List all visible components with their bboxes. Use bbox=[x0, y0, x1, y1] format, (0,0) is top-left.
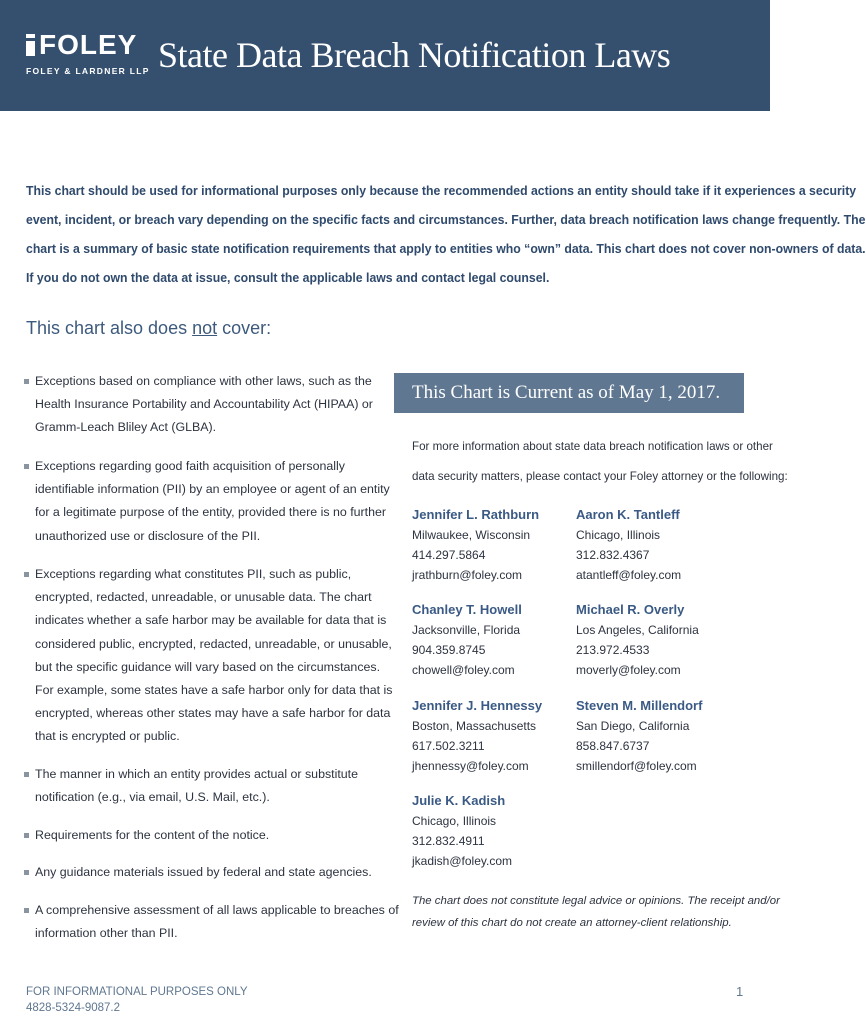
contact-phone: 414.297.5864 bbox=[412, 548, 486, 562]
list-item-line: but the specific guidance will vary based on the circumstances. bbox=[35, 659, 381, 674]
contact-city: San Diego, California bbox=[576, 719, 690, 733]
disclaimer-line: The chart does not constitute legal advice or opinions. The receipt and/or bbox=[412, 895, 780, 907]
bullet-square-icon bbox=[24, 379, 29, 384]
list-item-line: identifiable information (PII) by an employee or agent of an entity bbox=[35, 482, 390, 497]
footer-informational: FOR INFORMATIONAL PURPOSES ONLY bbox=[26, 986, 248, 998]
contact-card bbox=[412, 696, 542, 776]
contact-phone: 312.832.4911 bbox=[412, 834, 485, 848]
bullet-square-icon bbox=[24, 572, 29, 577]
contact-email[interactable]: atantleff@foley.com bbox=[576, 568, 682, 582]
contact-card bbox=[576, 600, 699, 680]
contact-phone: 617.502.3211 bbox=[412, 739, 485, 753]
contact-name: Aaron K. Tantleff bbox=[576, 507, 680, 522]
contact-email[interactable]: smillendorf@foley.com bbox=[576, 759, 697, 773]
current-as-of-banner: This Chart is Current as of May 1, 2017. bbox=[394, 373, 744, 413]
intro-paragraph bbox=[26, 176, 866, 292]
legal-disclaimer bbox=[412, 890, 780, 934]
list-item-line: that is encrypted or public. bbox=[35, 729, 180, 744]
logo-word: FOLEY bbox=[39, 29, 138, 60]
logo-mark-icon bbox=[26, 34, 35, 56]
bullet-square-icon bbox=[24, 464, 29, 469]
list-item-line: Gramm-Leach Bliley Act (GLBA). bbox=[35, 420, 217, 435]
list-item-line: Exceptions regarding what constitutes PII, such as public, bbox=[35, 567, 352, 581]
list-item-line: for a legitimate purpose of the entity, provided there is no further bbox=[35, 505, 387, 520]
list-item bbox=[22, 455, 390, 548]
page-number: 1 bbox=[736, 984, 744, 999]
bullet-square-icon bbox=[24, 870, 29, 875]
bullet-square-icon bbox=[24, 772, 29, 777]
bullet-square-icon bbox=[24, 908, 29, 913]
contact-name: Michael R. Overly bbox=[576, 602, 685, 617]
list-item-line: encrypted, redacted, unreadable, or unusable data. The chart bbox=[35, 590, 372, 605]
contact-intro-line: For more information about state data breach notification laws or other bbox=[412, 440, 773, 453]
also-suffix: cover: bbox=[217, 318, 272, 338]
list-item-line: The manner in which an entity provides actual or substitute bbox=[35, 767, 359, 781]
list-item bbox=[22, 899, 399, 945]
contact-card bbox=[576, 505, 681, 585]
list-item-line: notification (e.g., via email, U.S. Mail, etc.). bbox=[35, 790, 270, 805]
contact-name: Chanley T. Howell bbox=[412, 602, 522, 617]
contact-city: Boston, Massachusetts bbox=[412, 719, 537, 733]
list-item-line: unauthorized use or disclosure of the PII. bbox=[35, 528, 261, 543]
contact-phone: 904.359.8745 bbox=[412, 643, 486, 657]
disclaimer-line: review of this chart do not create an attorney-client relationship. bbox=[412, 917, 732, 929]
list-item-line: considered public, encrypted, redacted, unreadable, or unusable, bbox=[35, 636, 392, 651]
foley-logo bbox=[26, 30, 150, 76]
list-item-line: Any guidance materials issued by federal and state agencies. bbox=[35, 865, 372, 879]
list-item bbox=[22, 763, 358, 809]
contact-intro-line: data security matters, please contact your Foley attorney or the following: bbox=[412, 470, 788, 483]
list-item-line: indicates whether a safe harbor may be available for data that is bbox=[35, 613, 387, 628]
list-item-line: For example, some states have a safe harbor only for data that is bbox=[35, 683, 393, 698]
list-item-line: information other than PII. bbox=[35, 926, 178, 941]
contact-email[interactable]: moverly@foley.com bbox=[576, 663, 681, 677]
contact-email[interactable]: jkadish@foley.com bbox=[412, 854, 512, 868]
intro-line: event, incident, or breach vary depending on the specific facts and circumstances. Further, data breach notification laws change frequently. The bbox=[26, 212, 866, 227]
list-item-line: Exceptions based on compliance with other laws, such as the bbox=[35, 374, 372, 388]
contact-city: Jacksonville, Florida bbox=[412, 623, 521, 637]
list-item bbox=[22, 824, 269, 847]
contact-city: Chicago, Illinois bbox=[576, 528, 661, 542]
also-underlined: not bbox=[192, 318, 218, 338]
contact-email[interactable]: chowell@foley.com bbox=[412, 663, 515, 677]
contact-card bbox=[576, 696, 702, 776]
list-item-line: A comprehensive assessment of all laws applicable to breaches of bbox=[35, 903, 399, 917]
intro-line: chart is a summary of basic state notification requirements that apply to entities who “own” data. This chart does not cover non-owners of data. bbox=[26, 241, 866, 256]
list-item-line: Health Insurance Portability and Accountability Act (HIPAA) or bbox=[35, 397, 373, 412]
contact-name: Julie K. Kadish bbox=[412, 793, 506, 808]
list-item-line: encrypted, whereas other states may have a safe harbor for data bbox=[35, 706, 391, 721]
list-item bbox=[22, 861, 372, 884]
page-header bbox=[0, 0, 770, 111]
contact-intro bbox=[412, 432, 788, 492]
contact-email[interactable]: jhennessy@foley.com bbox=[412, 759, 529, 773]
also-not-cover-heading bbox=[26, 318, 271, 339]
list-item-line: Requirements for the content of the notice. bbox=[35, 828, 270, 842]
contact-email[interactable]: jrathburn@foley.com bbox=[412, 568, 523, 582]
contact-card bbox=[412, 791, 512, 871]
contact-city: Los Angeles, California bbox=[576, 623, 699, 637]
contact-phone: 858.847.6737 bbox=[576, 739, 650, 753]
bullet-square-icon bbox=[24, 833, 29, 838]
intro-line: If you do not own the data at issue, consult the applicable laws and contact legal counsel. bbox=[26, 270, 550, 285]
contact-card bbox=[412, 505, 539, 585]
footer-notice bbox=[26, 984, 248, 1016]
contact-name: Jennifer J. Hennessy bbox=[412, 698, 543, 713]
contact-phone: 312.832.4367 bbox=[576, 548, 650, 562]
list-item-line: Exceptions regarding good faith acquisition of personally bbox=[35, 459, 345, 473]
page-title: State Data Breach Notification Laws bbox=[158, 35, 671, 75]
contact-name: Jennifer L. Rathburn bbox=[412, 507, 540, 522]
contact-phone: 213.972.4533 bbox=[576, 643, 650, 657]
intro-line: This chart should be used for informational purposes only because the recommended actions an entity should take if it experiences a security bbox=[26, 183, 857, 198]
contact-city: Chicago, Illinois bbox=[412, 814, 497, 828]
document-id: 4828-5324-9087.2 bbox=[26, 1002, 120, 1014]
logo-subtitle: FOLEY & LARDNER LLP bbox=[26, 66, 150, 76]
list-item bbox=[22, 563, 392, 749]
contact-name: Steven M. Millendorf bbox=[576, 698, 703, 713]
also-prefix: This chart also does bbox=[26, 318, 193, 338]
list-item bbox=[22, 370, 373, 440]
contact-city: Milwaukee, Wisconsin bbox=[412, 528, 531, 542]
contact-card bbox=[412, 600, 522, 680]
